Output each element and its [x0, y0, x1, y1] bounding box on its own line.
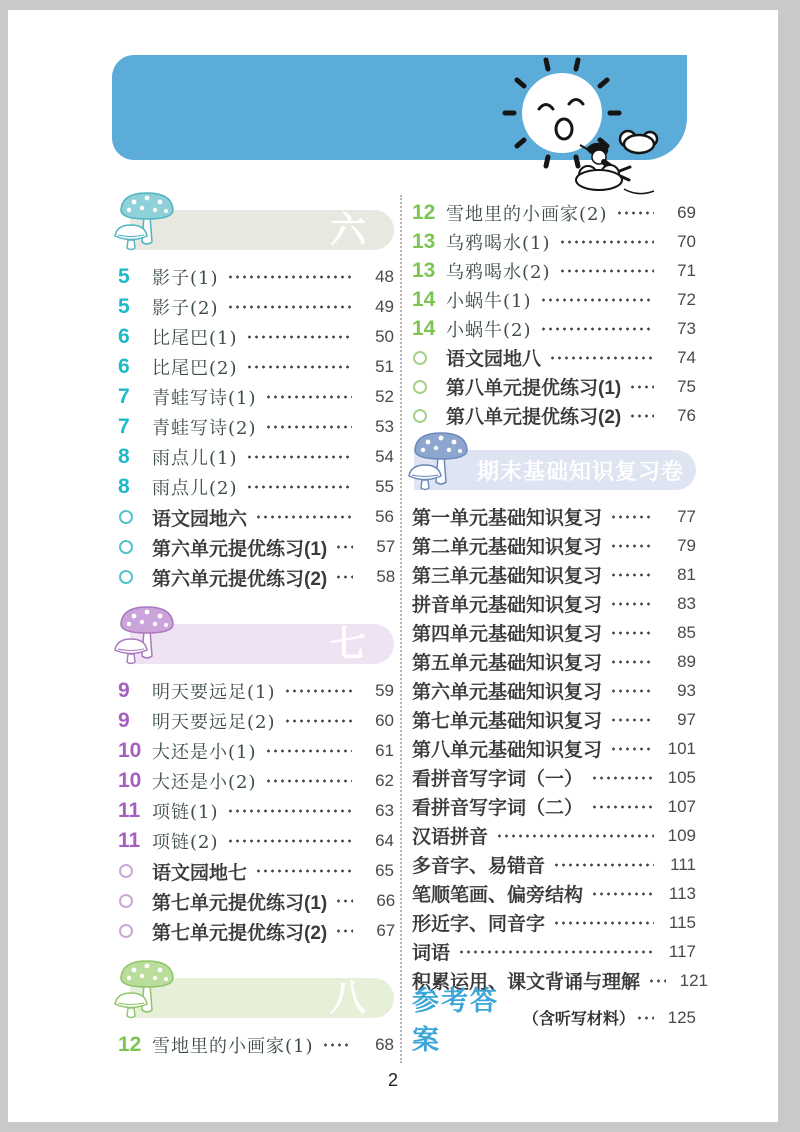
dotted-leader: [610, 631, 654, 635]
entry-page: 60: [375, 711, 394, 730]
dotted-leader: [591, 805, 654, 809]
toc-entry: [412, 734, 696, 763]
lesson-number: 14: [412, 316, 436, 340]
dotted-leader: [559, 269, 655, 273]
circle-bullet: [119, 864, 133, 878]
toc-entry: [412, 763, 696, 792]
toc-entry: [412, 792, 696, 821]
toc-entry: [118, 412, 394, 442]
section-header-review: [412, 430, 696, 494]
section-header-seven: [118, 604, 394, 668]
lesson-number: 8: [118, 475, 130, 498]
dotted-leader: [227, 305, 353, 309]
toc-entry: [118, 736, 394, 766]
lesson-number: 5: [118, 295, 130, 318]
entry-title: 第二单元基础知识复习: [412, 537, 603, 558]
toc-entry: [118, 916, 394, 946]
entry-title: 笔顺笔画、偏旁结构: [412, 885, 584, 906]
entry-page: 64: [375, 831, 394, 850]
dotted-leader: [553, 921, 654, 925]
lesson-number: 5: [118, 265, 130, 288]
dotted-leader: [610, 573, 654, 577]
entry-page: 70: [677, 231, 696, 251]
entry-title: 拼音单元基础知识复习: [412, 595, 603, 616]
entry-page: 85: [677, 622, 696, 642]
dotted-leader: [540, 298, 655, 302]
toc-entry: [118, 1030, 394, 1060]
entry-title: 雪地里的小画家(2): [446, 203, 608, 225]
dotted-leader: [246, 335, 353, 339]
toc-entry: [412, 908, 696, 937]
entry-page: 71: [677, 260, 696, 280]
dotted-leader: [227, 275, 353, 279]
dotted-leader: [610, 660, 654, 664]
entry-page: 79: [677, 535, 696, 555]
entry-page: 77: [677, 506, 696, 526]
mushroom-icon: [114, 188, 180, 252]
dotted-leader: [610, 515, 654, 519]
dotted-leader: [246, 365, 353, 369]
entry-page: 52: [375, 387, 394, 406]
entry-page: 89: [677, 651, 696, 671]
dotted-leader: [591, 892, 654, 896]
lesson-number: 7: [118, 385, 130, 408]
toc-entry: [412, 705, 696, 734]
entry-page: 117: [668, 941, 696, 961]
dotted-leader: [335, 545, 353, 549]
entry-title: 第六单元提优练习(1): [152, 538, 328, 560]
dotted-leader: [610, 544, 654, 548]
circle-bullet: [119, 570, 133, 584]
mushroom-icon: [114, 602, 180, 666]
circle-bullet: [119, 540, 133, 554]
entry-page: 50: [375, 327, 394, 346]
lesson-number: 10: [118, 739, 142, 762]
answer-title: 参考答案: [412, 985, 499, 1055]
dotted-leader: [610, 718, 654, 722]
section-title: 八: [329, 977, 366, 1018]
toc-entry: [412, 372, 696, 401]
dotted-leader: [496, 834, 654, 838]
entry-title: 第七单元基础知识复习: [412, 711, 603, 732]
toc-entry: [412, 589, 696, 618]
column-divider: [400, 195, 402, 1063]
dotted-leader: [553, 863, 654, 867]
toc-entry: [412, 502, 696, 531]
dotted-leader: [255, 515, 352, 519]
lesson-number: 14: [412, 287, 436, 311]
entry-page: 61: [375, 741, 394, 760]
lesson-number: 6: [118, 355, 130, 378]
entry-title: 乌鸦喝水(1): [446, 232, 551, 254]
toc-entry: [118, 322, 394, 352]
dotted-leader: [265, 749, 353, 753]
circle-bullet: [413, 351, 427, 365]
entry-page: 109: [667, 825, 696, 845]
toc-entry: [118, 352, 394, 382]
toc-entry: [412, 879, 696, 908]
entry-page: 74: [677, 347, 696, 367]
entry-title: 语文园地八: [446, 349, 542, 370]
dotted-leader: [629, 385, 654, 389]
mushroom-icon: [114, 956, 180, 1020]
entry-page: 83: [677, 593, 696, 613]
entry-page: 49: [375, 297, 394, 316]
dotted-leader: [559, 240, 655, 244]
book-page: [8, 10, 778, 1122]
entry-page: 69: [677, 202, 696, 222]
section-title: 期末基础知识复习卷: [476, 458, 684, 484]
section-title: 七: [329, 623, 366, 664]
entry-page: 65: [375, 861, 394, 880]
toc-entry: [118, 826, 394, 856]
dotted-leader: [549, 356, 654, 360]
toc-entry: [412, 256, 696, 285]
entry-title: 第七单元提优练习(1): [152, 892, 328, 914]
entry-title: 第六单元基础知识复习: [412, 682, 603, 703]
section-header-eight: [118, 958, 394, 1022]
lesson-number: 10: [118, 769, 142, 792]
toc-entry: [118, 292, 394, 322]
entry-title: 项链(2): [152, 832, 219, 853]
toc-entry: [412, 676, 696, 705]
toc-entry: [118, 676, 394, 706]
toc-entry: [412, 227, 696, 256]
entry-page: 51: [375, 357, 394, 376]
dotted-leader: [246, 455, 353, 459]
lesson-number: 7: [118, 415, 130, 438]
toc-entry: [412, 314, 696, 343]
entry-page: 68: [375, 1035, 394, 1054]
entry-title: 汉语拼音: [412, 827, 489, 848]
entry-title: 多音字、易错音: [412, 856, 546, 877]
lesson-number: 12: [412, 200, 436, 224]
entry-title: 雨点儿(2): [152, 478, 238, 499]
lesson-number: 6: [118, 325, 130, 348]
entry-title: 青蛙写诗(1): [152, 388, 257, 409]
dotted-leader: [265, 779, 353, 783]
dotted-leader: [458, 950, 654, 954]
entry-title: 大还是小(1): [152, 742, 257, 763]
dotted-leader: [284, 719, 353, 723]
entry-page: 57: [376, 537, 396, 556]
toc-entry: [412, 560, 696, 589]
entry-title: 积累运用、课文背诵与理解: [412, 972, 641, 993]
entry-title: 乌鸦喝水(2): [446, 261, 551, 283]
entry-title: 第一单元基础知识复习: [412, 508, 603, 529]
dotted-leader: [610, 602, 654, 606]
toc-entry: [118, 856, 394, 886]
answer-note: （含听写材料）: [522, 1011, 635, 1028]
dotted-leader: [335, 929, 353, 933]
entry-page: 75: [677, 376, 696, 396]
toc-column-left: [118, 190, 394, 1060]
toc-entry: [412, 343, 696, 372]
dotted-leader: [540, 327, 655, 331]
dotted-leader: [227, 809, 353, 813]
lesson-number: 8: [118, 445, 130, 468]
entry-title: 看拼音写字词（一）: [412, 769, 584, 790]
entry-title: 明天要远足(1): [152, 682, 276, 703]
section-title: 六: [329, 209, 366, 250]
circle-bullet: [413, 380, 427, 394]
entry-title: 小蜗牛(1): [446, 290, 532, 312]
dotted-leader: [246, 485, 353, 489]
toc-entry: [118, 796, 394, 826]
entry-title: 第八单元提优练习(1): [446, 378, 622, 399]
entry-page: 66: [376, 891, 396, 910]
entry-title: 第八单元基础知识复习: [412, 740, 603, 761]
entry-page: 54: [375, 447, 394, 466]
entry-page: 48: [375, 267, 394, 286]
section-header-six: [118, 190, 394, 254]
entry-title: 影子(2): [152, 298, 219, 319]
dotted-leader: [265, 395, 353, 399]
entry-title: 语文园地七: [152, 862, 248, 884]
entry-title: 第三单元基础知识复习: [412, 566, 603, 587]
toc-entry: [118, 262, 394, 292]
entry-title: 小蜗牛(2): [446, 319, 532, 341]
entry-page: 72: [677, 289, 696, 309]
toc-entry: [412, 937, 696, 966]
lesson-number: 11: [118, 829, 141, 852]
toc-entry: [412, 401, 696, 430]
dotted-leader: [255, 869, 352, 873]
toc-entry: [412, 821, 696, 850]
entry-page: 55: [375, 477, 394, 496]
entry-title: 大还是小(2): [152, 772, 257, 793]
lesson-number: 12: [118, 1033, 142, 1056]
dotted-leader: [591, 776, 654, 780]
entry-title: 语文园地六: [152, 508, 248, 530]
toc-entry: [412, 647, 696, 676]
entry-title: 第八单元提优练习(2): [446, 407, 622, 428]
dotted-leader: [265, 425, 353, 429]
entry-title: 词语: [412, 943, 451, 964]
entry-page: 63: [375, 801, 394, 820]
entry-title: 看拼音写字词（二）: [412, 798, 584, 819]
lesson-number: 9: [118, 709, 130, 732]
toc-entry: [412, 198, 696, 227]
dotted-leader: [335, 899, 353, 903]
entry-title: 第五单元基础知识复习: [412, 653, 603, 674]
entry-page: 58: [376, 567, 396, 586]
dotted-leader: [636, 1016, 654, 1020]
toc-entry: [118, 766, 394, 796]
entry-page: 67: [376, 921, 396, 940]
circle-bullet: [413, 409, 427, 423]
entry-page: 101: [667, 738, 696, 758]
dotted-leader: [284, 689, 353, 693]
entry-page: 59: [375, 681, 394, 700]
toc-entry: [412, 531, 696, 560]
entry-page: 62: [375, 771, 394, 790]
entry-page: 113: [668, 883, 696, 903]
entry-page: 115: [668, 912, 696, 932]
dotted-leader: [322, 1043, 353, 1047]
entry-page: 93: [677, 680, 696, 700]
entry-page: 76: [677, 405, 696, 425]
dotted-leader: [610, 689, 654, 693]
dotted-leader: [648, 979, 666, 983]
toc-entry: [118, 562, 394, 592]
answer-entry: [412, 985, 696, 1055]
entry-title: 第七单元提优练习(2): [152, 922, 328, 944]
dotted-leader: [629, 414, 654, 418]
entry-page: 105: [667, 767, 696, 787]
entry-page: 97: [677, 709, 696, 729]
header-band: [112, 55, 687, 160]
entry-title: 项链(1): [152, 802, 219, 823]
entry-page: 107: [667, 796, 696, 816]
entry-title: 明天要远足(2): [152, 712, 276, 733]
mushroom-icon: [408, 428, 474, 492]
entry-title: 比尾巴(2): [152, 358, 238, 379]
circle-bullet: [119, 894, 133, 908]
lesson-number: 11: [118, 799, 141, 822]
toc-entry: [412, 618, 696, 647]
entry-page: 73: [677, 318, 696, 338]
circle-bullet: [119, 924, 133, 938]
entry-title: 青蛙写诗(2): [152, 418, 257, 439]
entry-title: 雨点儿(1): [152, 448, 238, 469]
entry-page: 125: [667, 1007, 696, 1027]
toc-entry: [118, 532, 394, 562]
dotted-leader: [227, 839, 353, 843]
dotted-leader: [610, 747, 654, 751]
entry-title: 形近字、同音字: [412, 914, 546, 935]
toc-entry: [118, 706, 394, 736]
entry-page: 121: [679, 970, 709, 990]
toc-entry: [412, 850, 696, 879]
circle-bullet: [119, 510, 133, 524]
toc-entry: [118, 472, 394, 502]
entry-page: 53: [375, 417, 394, 436]
entry-title: 影子(1): [152, 268, 219, 289]
entry-title: 雪地里的小画家(1): [152, 1036, 314, 1057]
entry-page: 81: [677, 564, 696, 584]
toc-entry: [118, 502, 394, 532]
entry-title: 第六单元提优练习(2): [152, 568, 328, 590]
entry-page: 111: [670, 854, 696, 874]
lesson-number: 9: [118, 679, 130, 702]
lesson-number: 13: [412, 258, 436, 282]
dotted-leader: [616, 211, 655, 215]
page-number: 2: [387, 1070, 398, 1090]
entry-title: 比尾巴(1): [152, 328, 238, 349]
dotted-leader: [335, 575, 353, 579]
lesson-number: 13: [412, 229, 436, 253]
toc-entry: [412, 285, 696, 314]
entry-title: 第四单元基础知识复习: [412, 624, 603, 645]
toc-entry: [118, 886, 394, 916]
toc-entry: [118, 382, 394, 412]
entry-page: 56: [375, 507, 394, 526]
toc-entry: [118, 442, 394, 472]
toc-column-right: [412, 198, 709, 1055]
